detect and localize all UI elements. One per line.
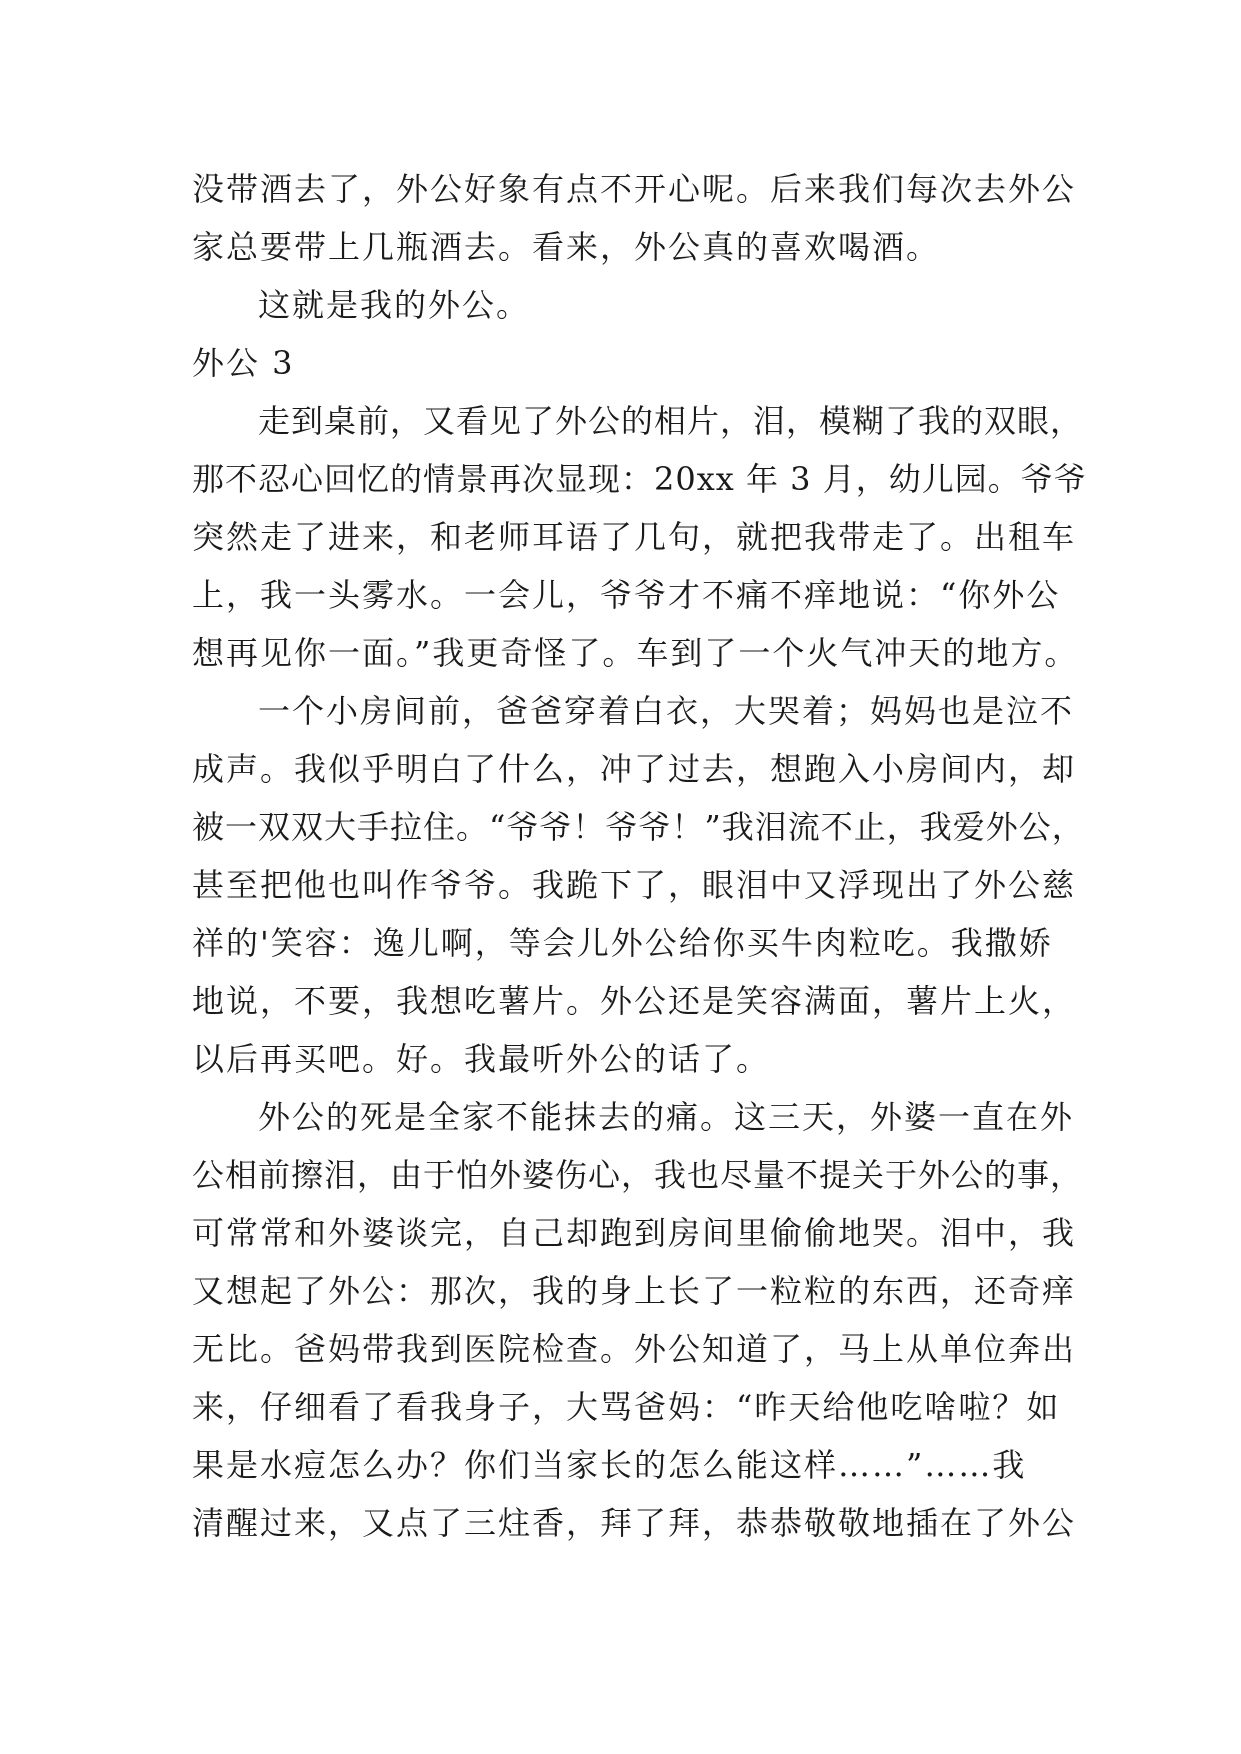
text-line: 家总要带上几瓶酒去。看来，外公真的喜欢喝酒。 [192,228,941,266]
text-line: 突然走了进来，和老师耳语了几句，就把我带走了。出租车 [192,518,1077,556]
text-line: 想再见你一面。”我更奇怪了。车到了一个火气冲天的地方。 [192,634,1079,672]
text-line: 甚至把他也叫作爷爷。我跪下了，眼泪中又浮现出了外公慈 [192,866,1077,904]
paragraph-start-line: 一个小房间前，爸爸穿着白衣，大哭着；妈妈也是泣不 [258,692,1075,730]
text-line: 清醒过来，又点了三炷香，拜了拜，恭恭敬敬地插在了外公 [192,1504,1077,1542]
text-line: 以后再买吧。好。我最听外公的话了。 [192,1040,771,1078]
text-line: 果是水痘怎么办？你们当家长的怎么能这样……”……我 [192,1446,1027,1484]
paragraph-start-line: 外公的死是全家不能抹去的痛。这三天，外婆一直在外 [258,1098,1075,1136]
text-line: 地说，不要，我想吃薯片。外公还是笑容满面，薯片上火， [192,982,1077,1020]
text-line: 上，我一头雾水。一会儿，爷爷才不痛不痒地说：“你外公 [192,576,1061,614]
text-line: 那不忍心回忆的情景再次显现：20xx 年 3 月，幼儿园。爷爷 [192,460,1087,498]
text-line: 可常常和外婆谈完，自己却跑到房间里偷偷地哭。泪中，我 [192,1214,1077,1252]
text-line: 无比。爸妈带我到医院检查。外公知道了，马上从单位奔出 [192,1330,1077,1368]
text-line: 祥的'笑容：逸儿啊，等会儿外公给你买牛肉粒吃。我撒娇 [192,924,1053,962]
text-line: 被一双双大手拉住。“爷爷！爷爷！”我泪流不止，我爱外公， [192,808,1085,846]
text-line: 公相前擦泪，由于怕外婆伤心，我也尽量不提关于外公的事， [192,1156,1084,1194]
text-line: 又想起了外公：那次，我的身上长了一粒粒的东西，还奇痒 [192,1272,1077,1310]
paragraph-start-line: 走到桌前，又看见了外公的相片，泪，模糊了我的双眼， [258,402,1084,440]
document-body [192,160,1087,1552]
text-line: 成声。我似乎明白了什么，冲了过去，想跑入小房间内，却 [192,750,1077,788]
paragraph-start-line: 这就是我的外公。 [258,286,531,324]
text-line: 外公 3 [192,344,295,382]
text-line: 没带酒去了，外公好象有点不开心呢。后来我们每次去外公 [192,170,1077,208]
text-line: 来，仔细看了看我身子，大骂爸妈：“昨天给他吃啥啦？如 [192,1388,1061,1426]
